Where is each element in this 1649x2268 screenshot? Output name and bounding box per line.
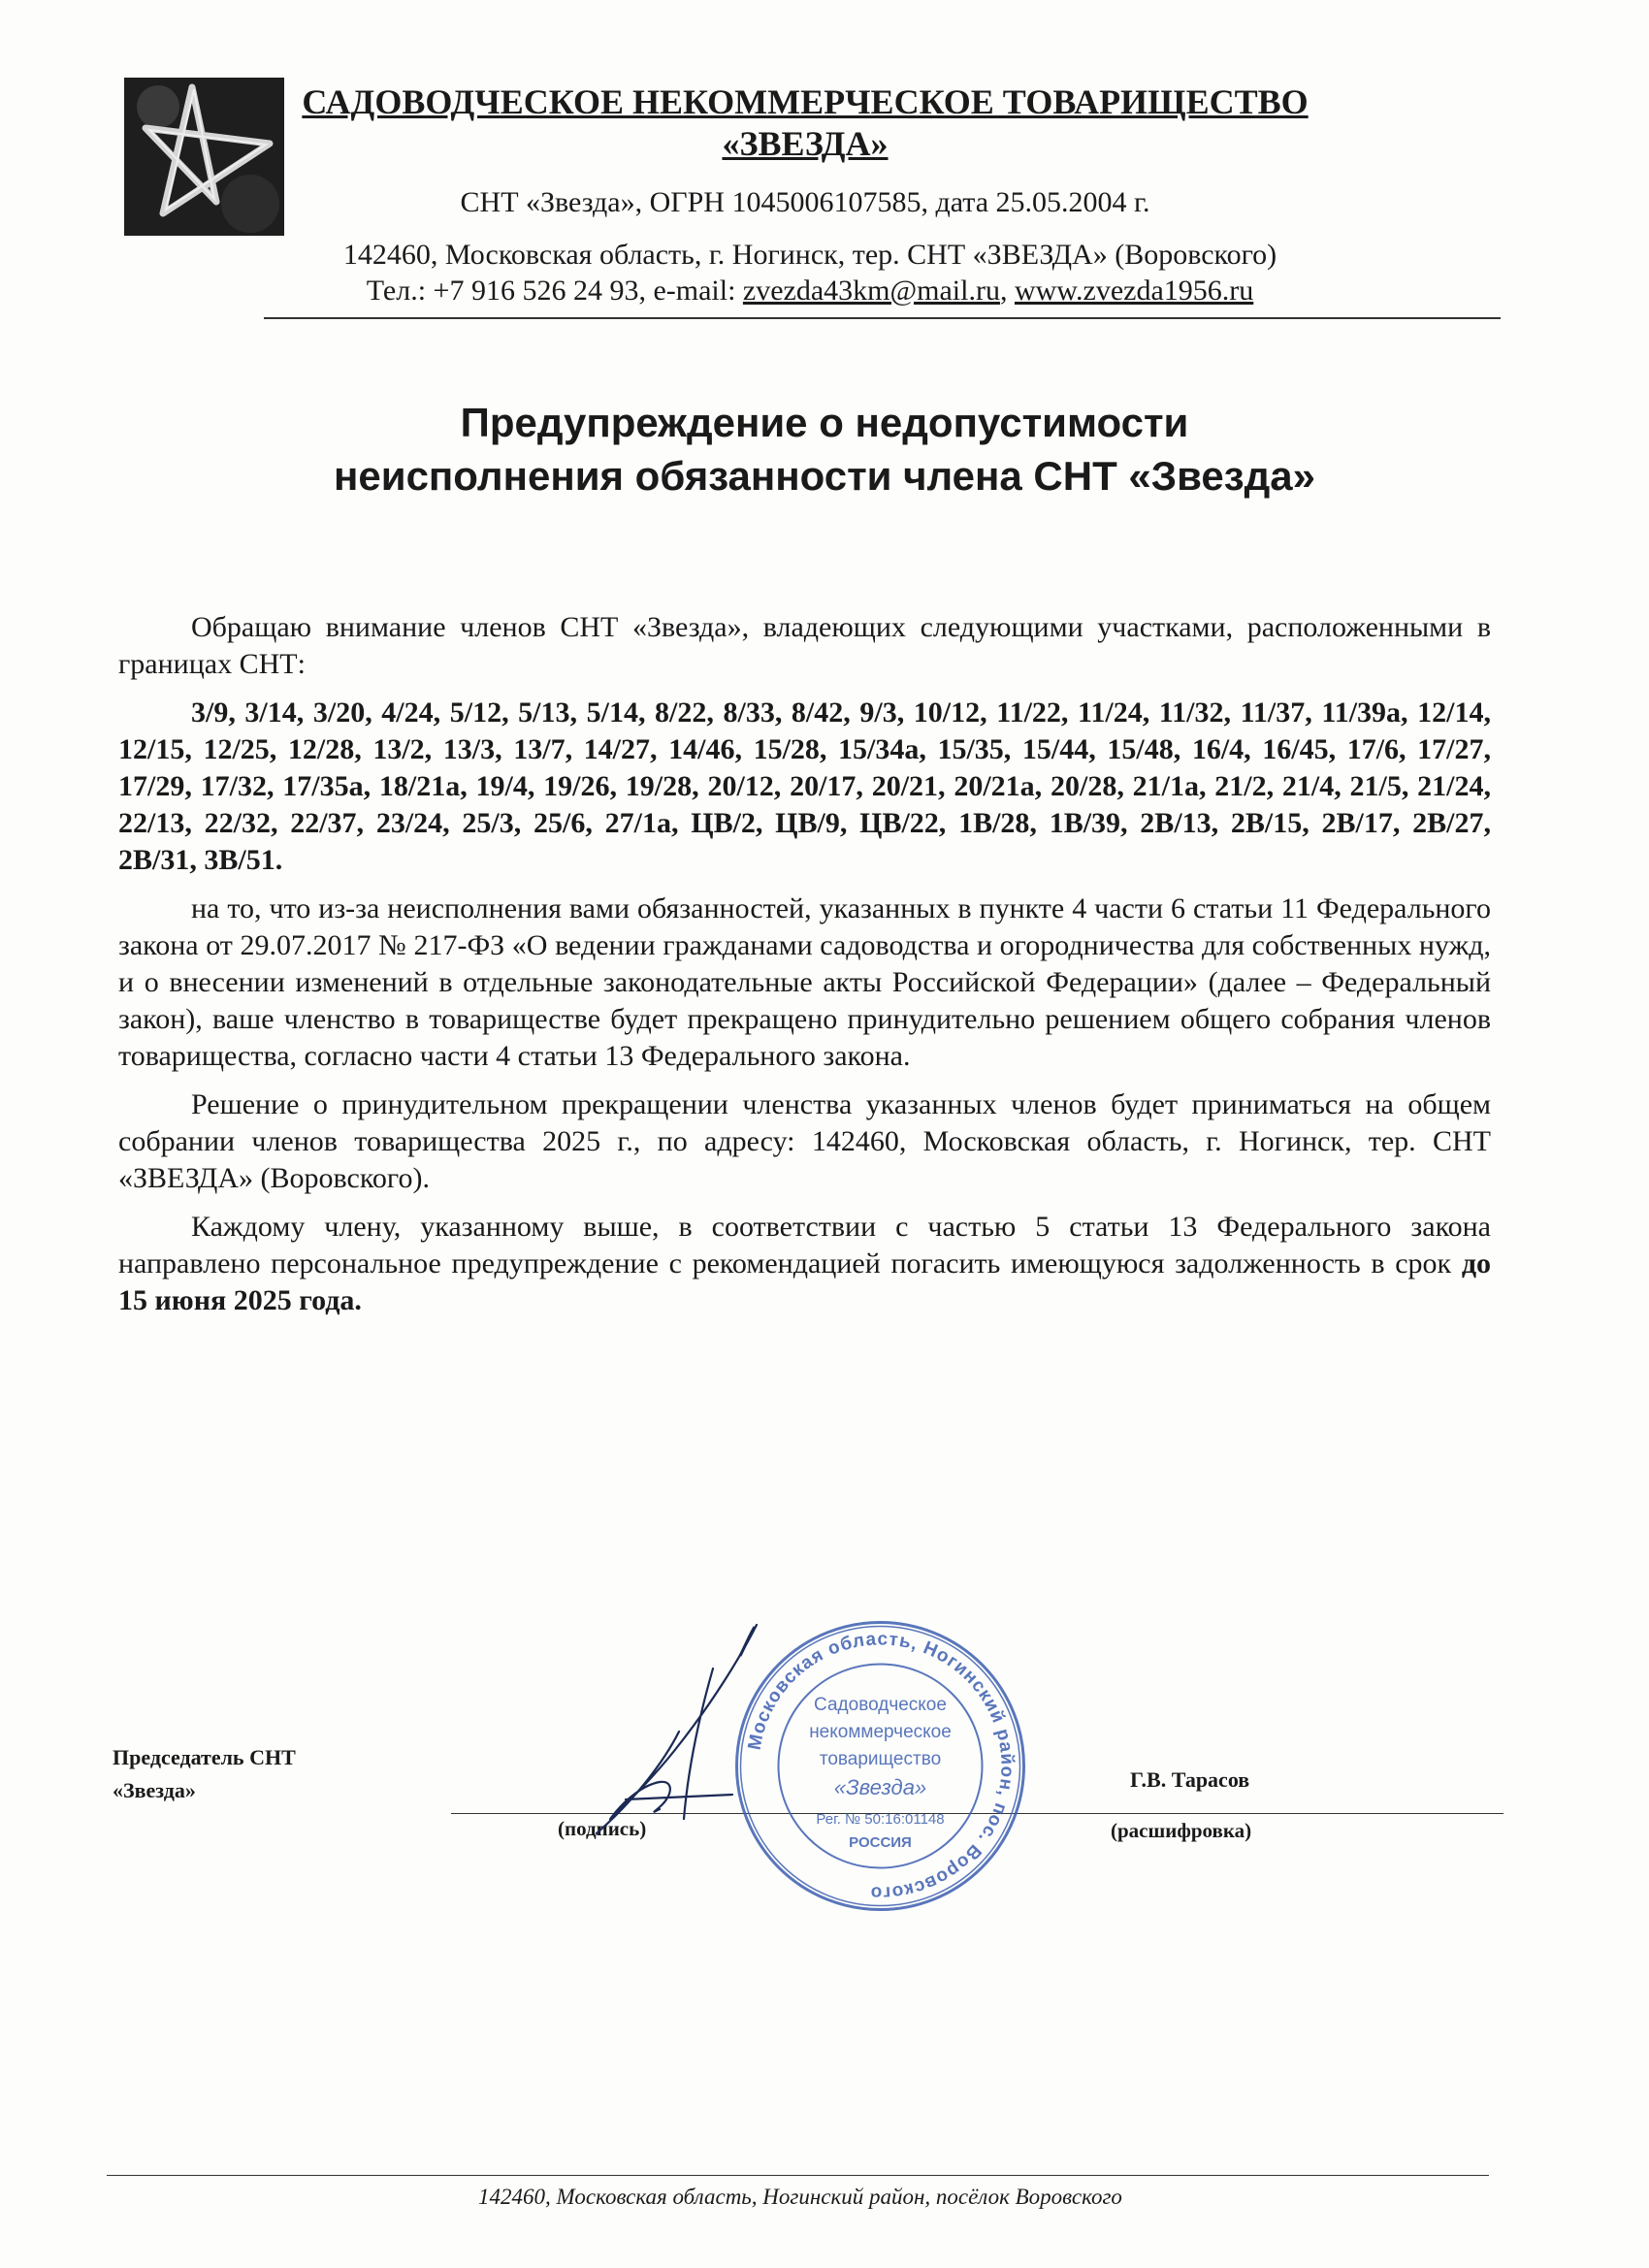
seal-outer-text: Московская область, Ногинский район, пос. Воровского	[744, 1629, 1018, 1903]
footer-divider	[107, 2175, 1489, 2176]
notice-paragraph	[118, 1209, 1491, 1319]
seal-inner-line-4: «Звезда»	[833, 1775, 927, 1799]
signatory-role	[113, 1741, 296, 1807]
contact-separator: ,	[999, 275, 1015, 307]
email-link[interactable]: zvezda43km@mail.ru	[742, 275, 1000, 307]
law-paragraph: на то, что из-за неисполнения вами обязанностей, указанных в пункте 4 части 6 статьи 11 Федерального закона от 29.07.2017 № 217-ФЗ «О ведении гражданами садоводства и огородничества для собственных нужд, и о внесении изменений в отдельные законодательные акты Российской Федерации» (далее – Федеральный закон), ваше членство в товариществе будет прекращено принудительно решением общего собрания членов товарищества, согласно части 4 статьи 13 Федерального закона.	[118, 892, 1491, 1072]
decoding-label: (расшифровка)	[1111, 1819, 1252, 1842]
seal-inner-line-1: Садоводческое	[814, 1695, 947, 1715]
signature-label: (подпись)	[558, 1817, 647, 1840]
org-name-line-2: «ЗВЕЗДА»	[722, 124, 889, 163]
website-link[interactable]: www.zvezda1956.ru	[1014, 275, 1254, 307]
header-divider	[264, 317, 1501, 319]
plots-list: 3/9, 3/14, 3/20, 4/24, 5/12, 5/13, 5/14, 8/22, 8/33, 8/42, 9/3, 10/12, 11/22, 11/24, 11/32, 11/37, 11/39а, 12/14, 12/15, 12/25, 12/28, 13/2, 13/3, 13/7, 14/27, 14/46, 15/28, 15/34а, 15/35, 15/44, 15/48, 16/4, 16/45, 17/6, 17/27, 17/29, 17/32, 17/35а, 18/21а, 19/4, 19/26, 19/28, 20/12, 20/17, 20/21, 20/21а, 20/28, 21/1а, 21/2, 21/4, 21/5, 21/24, 22/13, 22/32, 22/37, 23/24, 25/3, 25/6, 27/1а, ЦВ/2, ЦВ/9, ЦВ/22, 1В/28, 1В/39, 2В/13, 2В/15, 2В/17, 2В/27, 2В/31, 3В/51.	[118, 697, 1491, 876]
document-body	[118, 609, 1491, 1331]
seal-country: РОССИЯ	[849, 1834, 912, 1851]
deadline-text: до 15 июня 2025 года.	[118, 1247, 1491, 1316]
intro-paragraph: Обращаю внимание членов СНТ «Звезда», владеющих следующими участками, расположенными в границах СНТ:	[118, 611, 1491, 680]
address-line: 142460, Московская область, г. Ногинск, тер. СНТ «ЗВЕЗДА» (Воровского)	[342, 239, 1277, 271]
decision-paragraph: Решение о принудительном прекращении членства указанных членов будет приниматься на общем собрании членов товарищества 2025 г., по адресу: 142460, Московская область, г. Ногинск, тер. СНТ «ЗВЕЗДА» (Воровского).	[118, 1088, 1491, 1194]
seal-inner-line-3: товарищество	[819, 1749, 942, 1769]
document-title-line-2: неисполнения обязанности члена СНТ «Звезда»	[334, 453, 1315, 499]
footer-address: 142460, Московская область, Ногинский район, посёлок Воровского	[478, 2185, 1122, 2209]
signatory-name: Г.В. Тарасов	[1130, 1767, 1250, 1792]
registration-line: СНТ «Звезда», ОГРН 1045006107585, дата 25.05.2004 г.	[460, 186, 1150, 218]
star-logo-image	[124, 78, 284, 236]
signatory-role-line-2: «Звезда»	[113, 1778, 196, 1802]
signatory-role-line-1: Председатель СНТ	[113, 1745, 296, 1769]
org-name-line-1: САДОВОДЧЕСКОЕ НЕКОММЕРЧЕСКОЕ ТОВАРИЩЕСТВО	[302, 82, 1309, 121]
organization-seal	[732, 1618, 1028, 1914]
star-logo-icon	[124, 78, 284, 236]
notice-text: Каждому члену, указанному выше, в соответствии с частью 5 статьи 13 Федерального закона направлено персональное предупреждение с рекомендацией погасить имеющуюся задолженность в срок	[118, 1211, 1491, 1280]
seal-inner-line-2: некоммерческое	[809, 1722, 952, 1742]
seal-reg-number: Рег. № 50:16:01148	[816, 1811, 945, 1828]
phone-text: Тел.: +7 916 526 24 93, e-mail:	[366, 275, 743, 307]
document-title-line-1: Предупреждение о недопустимости	[460, 400, 1189, 445]
contact-line	[272, 275, 1348, 308]
